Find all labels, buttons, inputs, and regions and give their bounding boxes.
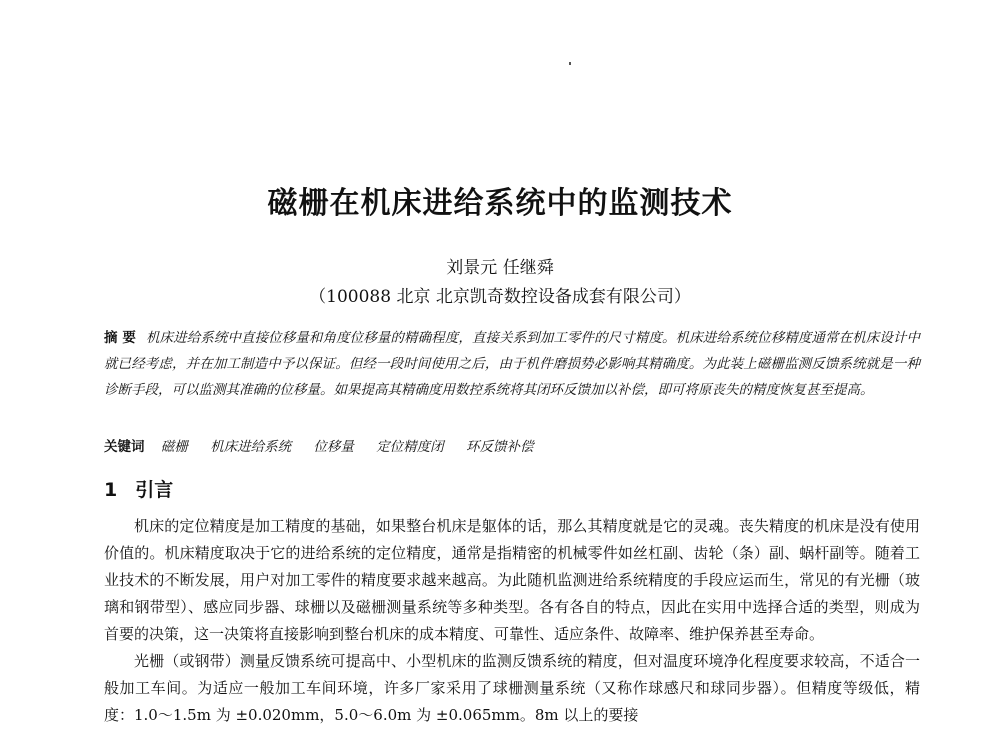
- section-heading: [104, 476, 173, 504]
- section-body: [104, 513, 920, 729]
- abstract-text: 机床进给系统中直接位移量和角度位移量的精确程度，直接关系到加工零件的尺寸精度。机床进给系统位移精度通常在机床设计中就已经考虑，并在加工制造中予以保证。但经一段时间使用之后，由于机件磨损势必影响其精确度。为此装上磁栅监测反馈系统就是一种诊断手段，可以监测其准确的位移量。如果提高其精确度用数控系统将其闭环反馈加以补偿，即可将原丧失的精度恢复甚至提高。: [104, 330, 921, 398]
- keyword: 定位精度闭: [376, 439, 444, 455]
- body-paragraph: 光栅（或钢带）测量反馈系统可提高中、小型机床的监测反馈系统的精度，但对温度环境净化程度要求较高，不适合一般加工车间。为适应一般加工车间环境，许多厂家采用了球栅测量系统（又称作球感尺和球同步器）。但精度等级低，精度：1.0～1.5m 为 ±0.020mm，5.0～6.0m 为 ±0.065mm。8m 以上的要接: [104, 652, 920, 724]
- paper-affiliation: （100088 北京 北京凯奇数控设备成套有限公司）: [309, 287, 691, 307]
- section-title: 引言: [135, 479, 174, 501]
- keyword: 位移量: [313, 439, 354, 455]
- keywords-block: [104, 434, 920, 460]
- section-number: 1: [104, 479, 118, 501]
- paper-title: 磁栅在机床进给系统中的监测技术: [267, 186, 733, 221]
- keyword: 磁栅: [160, 439, 188, 455]
- abstract-label: 摘 要: [104, 330, 136, 346]
- keywords-label: 关键词: [104, 439, 145, 455]
- scan-speck: [569, 62, 571, 65]
- paper-authors: 刘景元 任继舜: [446, 258, 554, 278]
- keyword: 环反馈补偿: [465, 439, 534, 455]
- body-paragraph: 机床的定位精度是加工精度的基础，如果整台机床是躯体的话，那么其精度就是它的灵魂。丧失精度的机床是没有使用价值的。机床精度取决于它的进给系统的定位精度，通常是指精密的机械零件如丝杠副、齿轮（条）副、蜗杆副等。随着工业技术的不断发展，用户对加工零件的精度要求越来越高。为此随机监测进给系统精度的手段应运而生，常见的有光栅（玻璃和钢带型）、感应同步器、球栅以及磁栅测量系统等多种类型。各有各自的特点，因此在实用中选择合适的类型，则成为首要的决策，这一决策将直接影响到整台机床的成本精度、可靠性、适应条件、故障率、维护保养甚至寿命。: [104, 517, 920, 643]
- abstract-block: [104, 325, 920, 403]
- keyword: 机床进给系统: [210, 439, 292, 455]
